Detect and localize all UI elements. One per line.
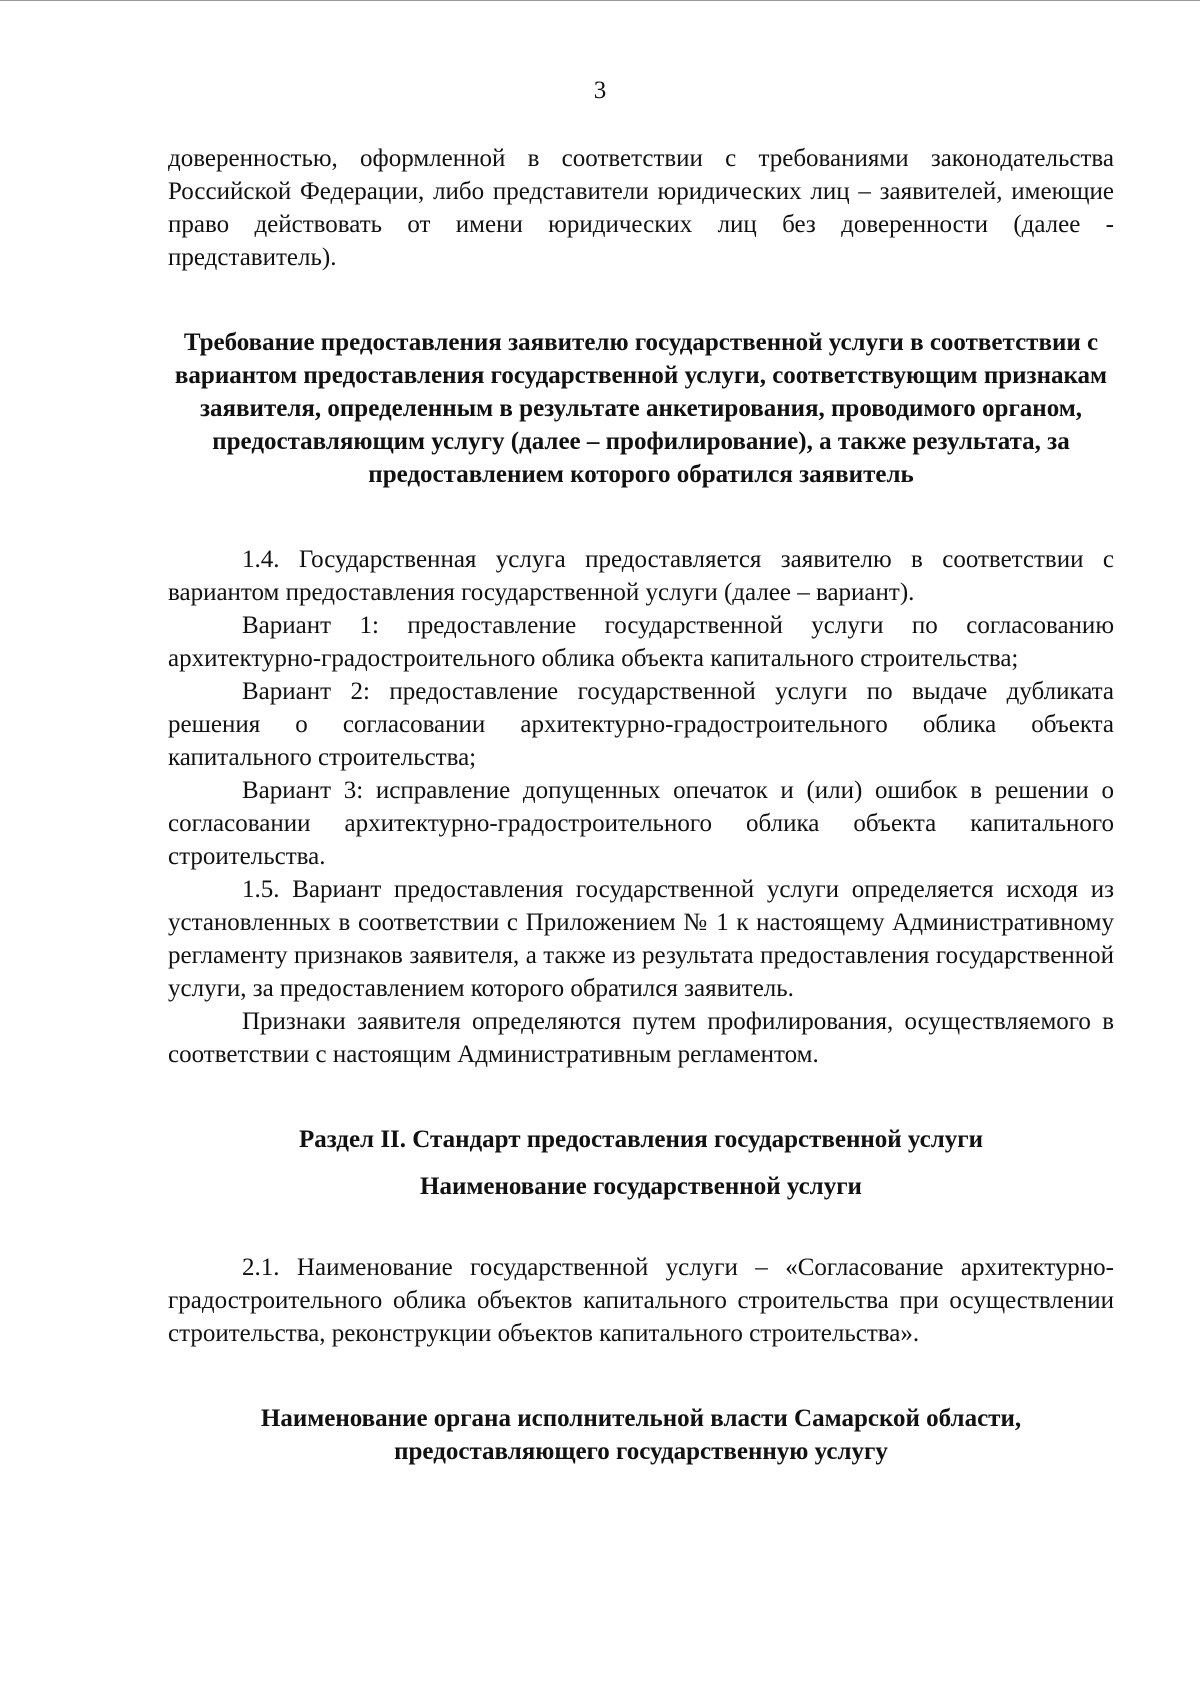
- spacer: [168, 1071, 1114, 1123]
- spacer: [168, 274, 1114, 326]
- spacer: [168, 1156, 1114, 1170]
- heading-authority-name: Наименование органа исполнительной власти Самарской области, предоставляющего государственную услугу: [260, 1405, 1022, 1465]
- paragraph-1-4: 1.4. Государственная услуга предоставляется заявителю в соответствии с вариантом предоставления государственной услуги (далее – вариант).: [168, 546, 1114, 606]
- page-number: 3: [593, 77, 607, 104]
- document-body: [168, 142, 1114, 1468]
- paragraph-intro: доверенностью, оформленной в соответствии с требованиями законодательства Российской Федерации, либо представители юридических лиц – заявителей, имеющие право действовать от имени юридических лиц без доверенности (далее - представитель).: [168, 145, 1114, 271]
- spacer: [168, 491, 1114, 543]
- heading-section-2: Раздел II. Стандарт предоставления государственной услуги: [298, 1126, 984, 1153]
- paragraph-2-1: 2.1. Наименование государственной услуги – «Согласование архитектурно-градостроительного облика объектов капитального строительства при осуществлении строительства, реконструкции объектов капитального строительства».: [168, 1254, 1114, 1347]
- heading-service-name: Наименование государственной услуги: [420, 1173, 862, 1200]
- spacer: [168, 1203, 1114, 1251]
- paragraph-variant-1: Вариант 1: предоставление государственной услуги по согласованию архитектурно-градостроительного облика объекта капитального строительства;: [168, 612, 1114, 672]
- paragraph-variant-3: Вариант 3: исправление допущенных опечаток и (или) ошибок в решении о согласовании архитектурно-градостроительного облика объекта капитального строительства.: [168, 777, 1114, 870]
- spacer: [168, 1350, 1114, 1402]
- paragraph-1-5: 1.5. Вариант предоставления государственной услуги определяется исходя из установленных в соответствии с Приложением № 1 к настоящему Административному регламенту признаков заявителя, а также из результата предоставления государственной услуги, за предоставлением которого обратился заявитель.: [168, 876, 1114, 1002]
- paragraph-signs: Признаки заявителя определяются путем профилирования, осуществляемого в соответствии с настоящим Административным регламентом.: [168, 1008, 1114, 1068]
- heading-requirement: Требование предоставления заявителю государственной услуги в соответствии с вариантом предоставления государственной услуги, соответствующим признакам заявителя, определенным в результате анкетирования, проводимого органом, предоставляющим услугу (далее – профилирование), а также результата, за предоставлением которого обратился заявитель: [174, 329, 1108, 488]
- scan-top-edge: [0, 0, 1200, 1]
- paragraph-variant-2: Вариант 2: предоставление государственной услуги по выдаче дубликата решения о согласовании архитектурно-градостроительного облика объекта капитального строительства;: [168, 678, 1114, 771]
